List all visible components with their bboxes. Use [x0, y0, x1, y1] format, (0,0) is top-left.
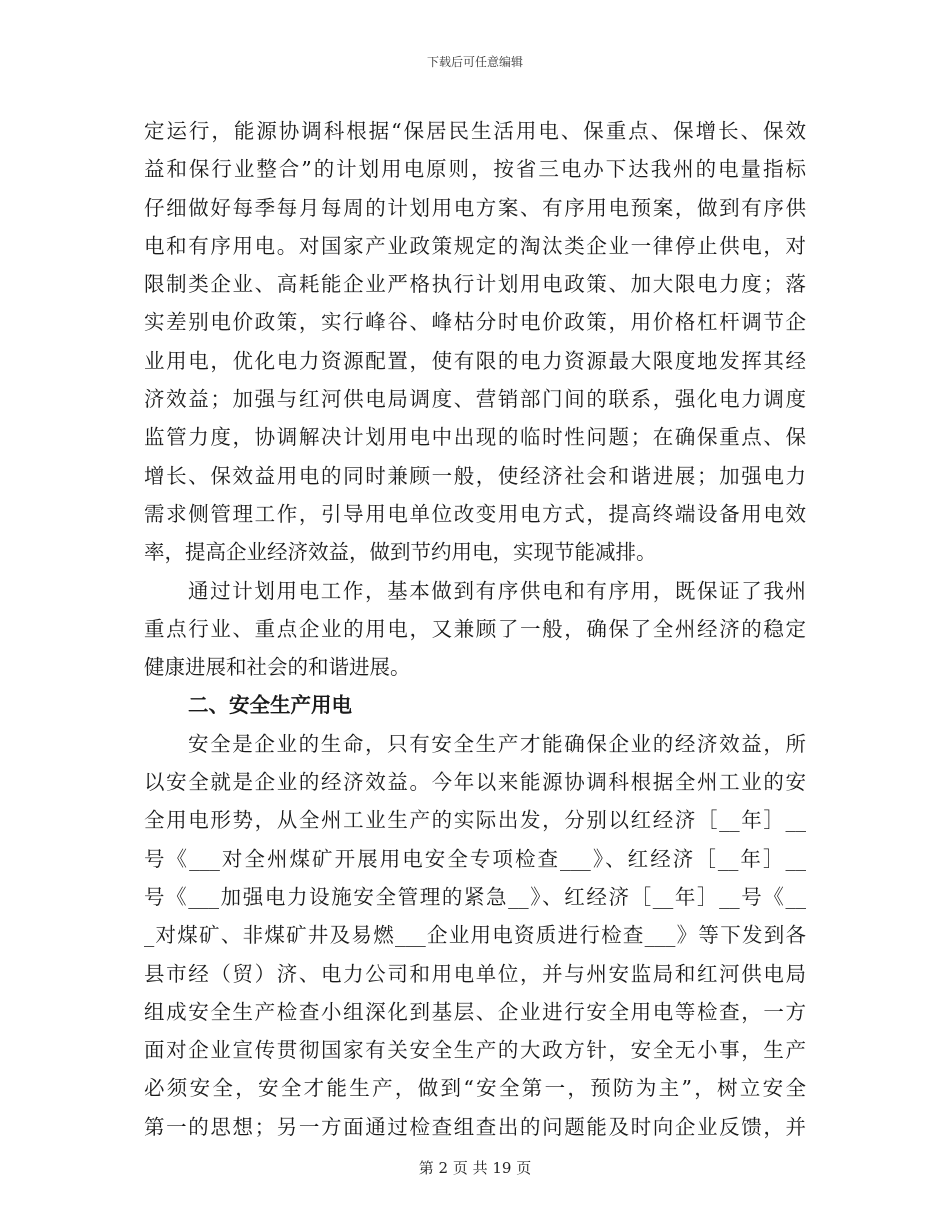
- section-heading: 二、安全生产用电: [188, 693, 352, 718]
- paragraph-line: 第一的思想；另一方面通过检查组查出的问题能及时向企业反馈，并: [144, 1114, 806, 1139]
- paragraph-line: 面对企业宣传贯彻国家有关安全生产的大政方针，安全无小事，生产: [144, 1038, 806, 1063]
- paragraph-line: 增长、保效益用电的同时兼顾一般，使经济社会和谐进展；加强电力: [144, 463, 806, 488]
- paragraph-line: 安全是企业的生命，只有安全生产才能确保企业的经济效益，所: [188, 731, 806, 756]
- paragraph-line: 必须安全，安全才能生产，做到“安全第一，预防为主”，树立安全: [144, 1076, 806, 1101]
- paragraph-line: 号《___加强电力设施安全管理的紧急__》、红经济［__年］__号《__: [144, 884, 806, 909]
- paragraph-line: 济效益；加强与红河供电局调度、营销部门间的联系，强化电力调度: [144, 387, 806, 412]
- paragraph-line: 重点行业、重点企业的用电，又兼顾了一般，确保了全州经济的稳定: [144, 616, 806, 641]
- paragraph-line: 健康进展和社会的和谐进展。: [144, 655, 411, 680]
- paragraph-line: 率，提高企业经济效益，做到节约用电，实现节能减排。: [144, 540, 657, 565]
- paragraph-line: 限制类企业、高耗能企业严格执行计划用电政策、加大限电力度；落: [144, 272, 806, 297]
- paragraph-line: 组成安全生产检查小组深化到基层、企业进行安全用电等检查，一方: [144, 999, 806, 1024]
- paragraph-line: _对煤矿、非煤矿井及易燃___企业用电资质进行检查___》等下发到各: [144, 923, 806, 948]
- paragraph-line: 县市经（贸）济、电力公司和用电单位，并与州安监局和红河供电局: [144, 961, 806, 986]
- paragraph-line: 仔细做好每季每月每周的计划用电方案、有序用电预案，做到有序供: [144, 195, 806, 220]
- paragraph-line: 实差别电价政策，实行峰谷、峰枯分时电价政策，用价格杠杆调节企: [144, 310, 806, 335]
- paragraph-line: 电和有序用电。对国家产业政策规定的淘汰类企业一律停止供电，对: [144, 233, 806, 258]
- paragraph-line: 以安全就是企业的经济效益。今年以来能源协调科根据全州工业的安: [144, 770, 806, 795]
- paragraph-line: 通过计划用电工作，基本做到有序供电和有序用，既保证了我州: [188, 578, 806, 603]
- paragraph-line: 业用电，优化电力资源配置，使有限的电力资源最大限度地发挥其经: [144, 348, 806, 373]
- page-header: 下载后可任意编辑: [426, 55, 523, 69]
- document-body: [144, 112, 806, 1146]
- paragraph-line: 益和保行业整合”的计划用电原则，按省三电办下达我州的电量指标: [144, 157, 806, 182]
- paragraph-line: 需求侧管理工作，引导用电单位改变用电方式，提高终端设备用电效: [144, 501, 806, 526]
- paragraph-line: 定运行，能源协调科根据“保居民生活用电、保重点、保增长、保效: [144, 119, 806, 143]
- paragraph-line: 全用电形势，从全州工业生产的实际出发，分别以红经济［__年］__: [144, 808, 806, 833]
- page-footer: 第 2 页 共 19 页: [418, 1159, 532, 1177]
- paragraph-line: 号《___对全州煤矿开展用电安全专项检查___》、红经济［__年］__: [144, 846, 806, 871]
- paragraph-line: 监管力度，协调解决计划用电中出现的临时性问题；在确保重点、保: [144, 425, 806, 450]
